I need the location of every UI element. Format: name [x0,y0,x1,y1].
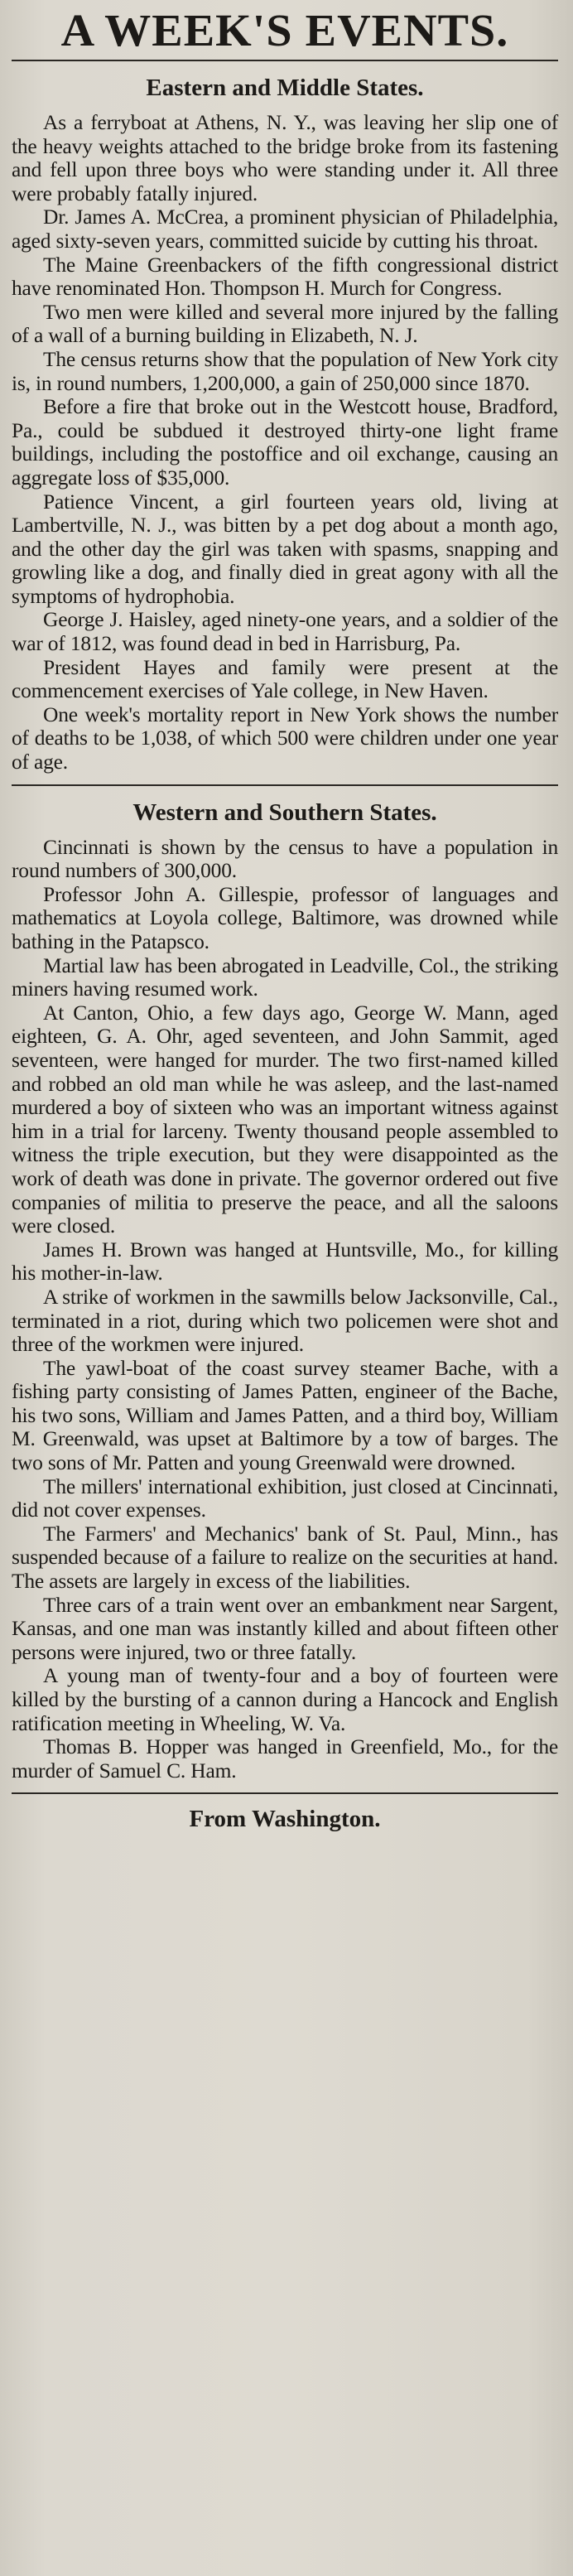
news-item: Thomas B. Hopper was hanged in Greenfield, Mo., for the murder of Samuel C. Ham. [12,1734,558,1782]
news-item: A strike of workmen in the sawmills below Jacksonville, Cal., terminated in a riot, during which two policemen were shot and three of the workmen were injured. [12,1284,558,1357]
news-item: Two men were killed and several more injured by the falling of a wall of a burning building in Elizabeth, N. J. [12,299,558,348]
sections-container [12,73,558,1794]
news-item: James H. Brown was hanged at Huntsville, Mo., for killing his mother-in-law. [12,1237,558,1286]
section-heading: Eastern and Middle States. [146,75,424,101]
news-item: At Canton, Ohio, a few days ago, George W. Mann, aged eighteen, G. A. Ohr, aged seventeen, and John Sammit, aged seventeen, were hanged for murder. The two first-named killed and robbed an old man while he was asleep, and the last-named murdered a boy of sixteen who was an important witness against him in a trial for larceny. Twenty thousand people assembled to witness the triple execution, but they were disappointed as the work of death was done in private. The governor ordered out five companies of militia to preserve the peace, and all the saloons were closed. [12,1000,558,1238]
section-heading: Western and Southern States. [132,798,437,826]
news-item: One week's mortality report in New York shows the number of deaths to be 1,038, of which 500 were children under one year of age. [12,702,558,774]
next-section-heading: From Washington. [189,1806,381,1833]
news-item: Cincinnati is shown by the census to have a population in round numbers of 300,000. [12,834,558,883]
news-item: President Hayes and family were present at the commencement exercises of Yale college, in New Haven. [12,654,558,703]
news-item: Dr. James A. McCrea, a prominent physician of Philadelphia, aged sixty-seven years, committed suicide by cutting his throat. [12,205,558,253]
news-item: As a ferryboat at Athens, N. Y., was leaving her slip one of the heavy weights attached to the bridge broke from its fastening and fell upon three boys who were standing under it. All three were probably fatally injured. [12,110,558,205]
news-item: The Maine Greenbackers of the fifth congressional district have renominated Hon. Thompson H. Murch for Congress. [12,252,558,301]
news-item: The census returns show that the population of New York city is, in round numbers, 1,200,000, a gain of 250,000 since 1870. [12,346,558,395]
section-rule [12,1792,558,1794]
section-rule [12,784,558,786]
news-item: The yawl-boat of the coast survey steamer Bache, with a fishing party consisting of James Patten, engineer of the Bache, his two sons, William and James Patten, and a third boy, William M. Greenwald, was upset at Baltimore by a tow of barges. The two sons of Mr. Patten and young Greenwald were drowned. [12,1355,558,1475]
news-item: Patience Vincent, a girl fourteen years old, living at Lambertville, N. J., was bitten by a pet dog about a month ago, and the other day the girl was taken with spasms, snapping and growling like a dog, and finally died in great agony with all the symptoms of hydrophobia. [12,489,558,608]
masthead-rule [12,60,558,61]
news-item: Three cars of a train went over an embankment near Sargent, Kansas, and one man was instantly killed and about fifteen other persons were injured, two or three fatally. [12,1592,558,1664]
news-item: The Farmers' and Mechanics' bank of St. Paul, Minn., has suspended because of a failure to realize on the securities at hand. The assets are largely in excess of the liabilities. [12,1521,558,1594]
news-item: Before a fire that broke out in the Westcott house, Bradford, Pa., could be subdued it destroyed thirty-one light frame buildings, including the postoffice and oil exchange, causing an aggregate loss of $35,000. [12,394,558,490]
masthead-title: A WEEK'S EVENTS. [60,5,509,55]
news-item: George J. Haisley, aged ninety-one years, and a soldier of the war of 1812, was found dead in bed in Harrisburg, Pa. [12,607,558,656]
news-item: The millers' international exhibition, just closed at Cincinnati, did not cover expenses. [12,1474,558,1522]
news-item: Professor John A. Gillespie, professor of languages and mathematics at Loyola college, Baltimore, was drowned while bathing in the Patapsco. [12,881,558,953]
news-item: Martial law has been abrogated in Leadville, Col., the striking miners having resumed work. [12,953,558,1001]
news-item: A young man of twenty-four and a boy of fourteen were killed by the bursting of a cannon during a Hancock and English ratification meeting in Wheeling, W. Va. [12,1663,558,1735]
